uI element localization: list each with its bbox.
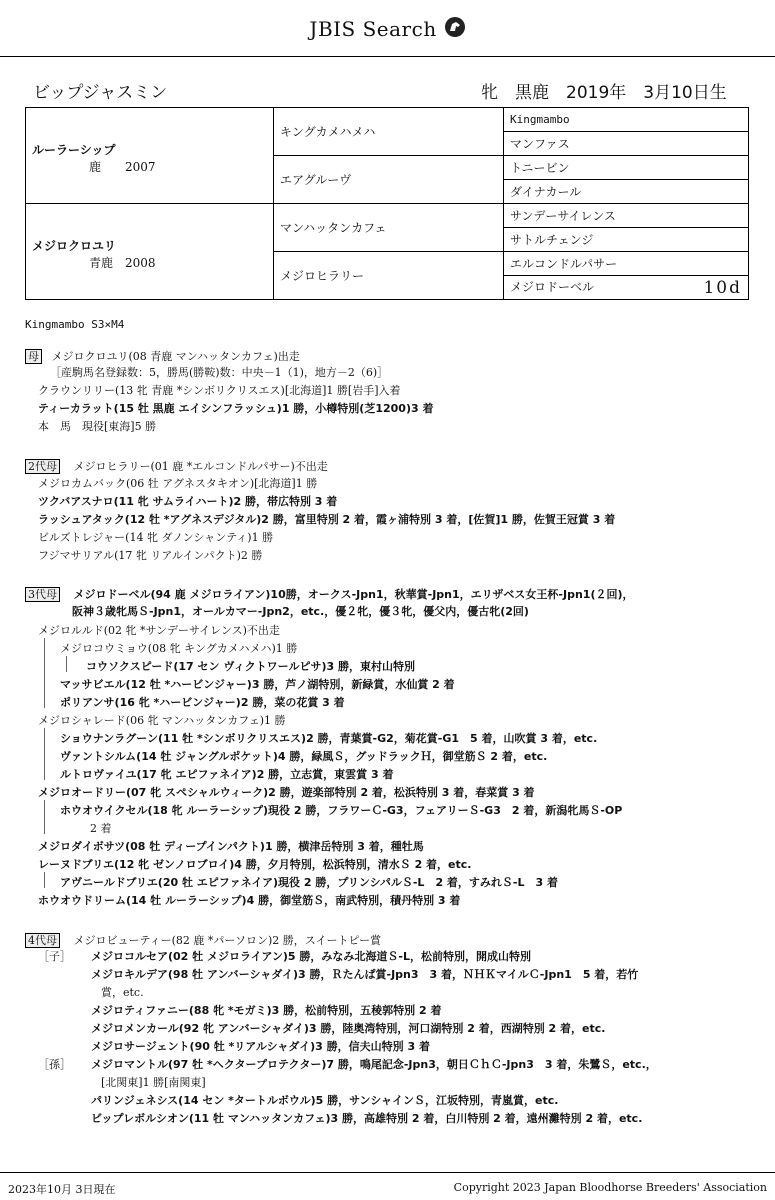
family-line: メジロコルセア(02 牡 メジロライアン)5 勝，みなみ北海道Ｓ-L，松前特別，開成山特別 — [91, 950, 531, 963]
family-line: メジロコウミョウ(08 牝 キングカメハメハ)1 勝 — [60, 642, 298, 655]
family-line: ホウオウイクセル(18 牝 ルーラーシップ)現役 2 勝，フラワーＣ-G3，フェアリーＳ-G3 2 着，新潟牝馬Ｓ-OP — [60, 804, 623, 817]
third-dam-section — [25, 586, 634, 602]
family-line: ポリアンサ(16 牝 *ハービンジャー)2 勝，菜の花賞 3 着 — [60, 696, 345, 709]
family-line: ショウナンラグーン(11 牡 *シンボリクリスエス)2 勝，青葉賞-G2，菊花賞-G1 5 着，山吹賞 3 着，etc. — [60, 732, 598, 745]
family-line: コウソクスピード(17 セン ヴィクトワールピサ)3 勝，東村山特別 — [86, 660, 415, 673]
horse-name: ビップジャスミン — [33, 83, 168, 103]
section-label: 3代母 — [25, 587, 60, 602]
tree-line — [44, 872, 45, 888]
sire-info: 鹿 2007 — [89, 160, 156, 174]
family-line: メジロティファニー(88 牝 *モガミ)3 勝，松前特別，五稜郭特別 2 着 — [91, 1004, 442, 1017]
family-line: メジロダイボサツ(08 牡 ディープインパクト)1 勝，横津岳特別 3 着，種牡馬 — [38, 840, 424, 853]
pedigree-g2-cell: マンハッタンカフェ — [274, 204, 504, 252]
family-line: メジロメンカール(92 牝 アンバーシャダイ)3 勝，陸奥湾特別，河口湖特別 2 着，西湖特別 2 着，etc. — [91, 1022, 606, 1035]
pedigree-g3-cell — [504, 276, 749, 300]
family-line: [北関東]1 勝[南関東] — [101, 1076, 206, 1089]
family-line: フジマサリアル(17 牝 リアルインパクト)2 勝 — [38, 549, 263, 562]
logo-text: JBIS Search — [309, 17, 437, 41]
section-label: 4代母 — [25, 933, 60, 948]
section-label: 2代母 — [25, 459, 60, 474]
pedigree-g3-name: メジロドーベル — [510, 279, 595, 294]
footer-rule — [0, 1172, 775, 1173]
fourth-dam-section — [25, 932, 381, 948]
family-line: メジロオードリー(07 牝 スペシャルウィーク)2 勝，遊楽部特別 2 着，松浜特別 3 着，春菜賞 3 着 — [38, 786, 535, 799]
sire-name: ルーラーシップ — [32, 143, 116, 157]
pedigree-g2-cell: メジロヒラリー — [274, 252, 504, 300]
dam-cell — [26, 204, 274, 300]
pedigree-g2-cell: キングカメハメハ — [274, 108, 504, 156]
family-line: ビップレボルシオン(11 牡 マンハッタンカフェ)3 勝，高雄特別 2 着，白川特別 2 着，遠州灘特別 2 着，etc. — [91, 1112, 643, 1125]
family-line: メジロカムバック(06 牡 アグネスタキオン)[北海道]1 勝 — [38, 477, 318, 490]
tree-line — [66, 656, 67, 672]
family-line: メジロルルド(02 牝 *サンデーサイレンス)不出走 — [38, 624, 280, 637]
as-of-date: 2023年10月 3日現在 — [8, 1183, 116, 1196]
pedigree-g2-cell: エアグルーヴ — [274, 156, 504, 204]
family-line: メジロサージェント(90 牡 *リアルシャダイ)3 勝，信夫山特別 3 着 — [91, 1040, 430, 1053]
family-line: アヴニールドブリエ(20 牡 エピファネイア)現役 2 勝，プリンシパルＳ-L 2 着，すみれＳ-L 3 着 — [60, 876, 558, 889]
tree-line — [44, 638, 45, 708]
pedigree-table — [25, 107, 749, 300]
second-dam-section — [25, 458, 328, 474]
family-line: 阪神３歳牝馬Ｓ-Jpn1，オールカマー-Jpn2，etc.，優２牝，優３牝，優父内，優古牝(2回) — [72, 605, 529, 618]
section-label: 母 — [25, 349, 42, 364]
family-line: 本 馬 現役[東海]5 勝 — [38, 420, 157, 433]
jbis-logo — [0, 16, 775, 41]
dam-section — [25, 348, 300, 364]
pedigree-g3-cell: サトルチェンジ — [504, 228, 749, 252]
tree-line — [44, 728, 45, 780]
header-rule — [0, 56, 775, 57]
family-line: メジロキルデア(98 牡 アンバーシャダイ)3 勝，Ｒたんぱ賞-Jpn3 3 着，ＮＨＫマイルＣ-Jpn1 5 着，若竹 — [91, 968, 639, 981]
pedigree-g3-cell: エルコンドルパサー — [504, 252, 749, 276]
family-line: マッサビエル(12 牡 *ハービンジャー)3 勝，芦ノ湖特別，新緑賞，水仙賞 2 着 — [60, 678, 455, 691]
pedigree-g3-cell: トニービン — [504, 156, 749, 180]
horse-profile: 牝 黒鹿 2019年 3月10日生 — [481, 83, 727, 103]
family-line: レーヌドブリエ(12 牝 ゼンノロブロイ)4 勝，夕月特別，松浜特別，清水Ｓ 2 着，etc. — [38, 858, 472, 871]
family-line: パリンジェネシス(14 セン *タートルボウル)5 勝，サンシャインＳ，江坂特別，青嵐賞，etc. — [91, 1094, 559, 1107]
family-line: ビルズトレジャー(14 牝 ダノンシャンティ)1 勝 — [38, 531, 274, 544]
family-line: ヴァントシルム(14 牡 ジャングルポケット)4 勝，緑風Ｓ，グッドラックＨ，御堂筋Ｓ 2 着，etc. — [60, 750, 548, 763]
pedigree-g3-cell: サンデーサイレンス — [504, 204, 749, 228]
family-line: ［産駒馬名登録数：5，勝馬(勝鞍)数：中央－1（1)，地方－2（6)］ — [50, 366, 389, 379]
family-line: ラッシュアタック(12 牡 *アグネスデジタル)2 勝，富里特別 2 着，霞ヶ浦特別 3 着，[佐賀]1 勝，佐賀王冠賞 3 着 — [38, 513, 616, 526]
grandchildren-label: ［孫］ — [38, 1058, 71, 1071]
pedigree-g3-cell: Kingmambo — [504, 108, 749, 132]
dosage-code: 10d — [703, 277, 742, 298]
horse-logo-icon — [444, 16, 466, 38]
inbreeding-note: Kingmambo S3×M4 — [25, 318, 125, 331]
family-line: ホウオウドリーム(14 牡 ルーラーシップ)4 勝，御堂筋Ｓ，南武特別，積丹特別 3 着 — [38, 894, 461, 907]
pedigree-g3-cell: ダイナカール — [504, 180, 749, 204]
family-line: ティーカラット(15 牡 黒鹿 エイシンフラッシュ)1 勝，小樽特別(芝1200)3 着 — [38, 402, 434, 415]
family-line: 2 着 — [90, 822, 112, 835]
family-line: 賞，etc. — [101, 986, 144, 999]
dam-info: 青鹿 2008 — [89, 256, 156, 270]
tree-line — [44, 800, 45, 834]
family-line: メジロシャレード(06 牝 マンハッタンカフェ)1 勝 — [38, 714, 286, 727]
family-line: クラウンリリー(13 牝 青鹿 *シンボリクリスエス)[北海道]1 勝[岩手]入着 — [38, 384, 401, 397]
family-line: メジロクロユリ(08 青鹿 マンハッタンカフェ)出走 — [51, 350, 300, 363]
family-line: ツクバアスナロ(11 牝 サムライハート)2 勝，帯広特別 3 着 — [38, 495, 338, 508]
family-line: メジロビューティー(82 鹿 *パーソロン)2 勝，スイートピー賞 — [73, 934, 382, 947]
copyright: Copyright 2023 Japan Bloodhorse Breeders' Association — [453, 1181, 767, 1194]
sire-cell — [26, 108, 274, 204]
family-line: メジロヒラリー(01 鹿 *エルコンドルパサー)不出走 — [73, 460, 328, 473]
family-line: メジロマントル(97 牡 *ヘクタープロテクター)7 勝，鳴尾記念-Jpn3，朝日ＣｈＣ-Jpn3 3 着，朱鷺Ｓ，etc.， — [91, 1058, 657, 1071]
pedigree-g3-cell: マンファス — [504, 132, 749, 156]
dam-name: メジロクロユリ — [32, 239, 117, 253]
family-line: メジロドーベル(94 鹿 メジロライアン)10勝，オークス-Jpn1，秋華賞-Jpn1，エリザベス女王杯-Jpn1(２回)， — [73, 588, 634, 601]
children-label: ［子］ — [38, 950, 71, 963]
family-line: ルトロヴァイユ(17 牝 エピファネイア)2 勝，立志賞，東雲賞 3 着 — [60, 768, 394, 781]
